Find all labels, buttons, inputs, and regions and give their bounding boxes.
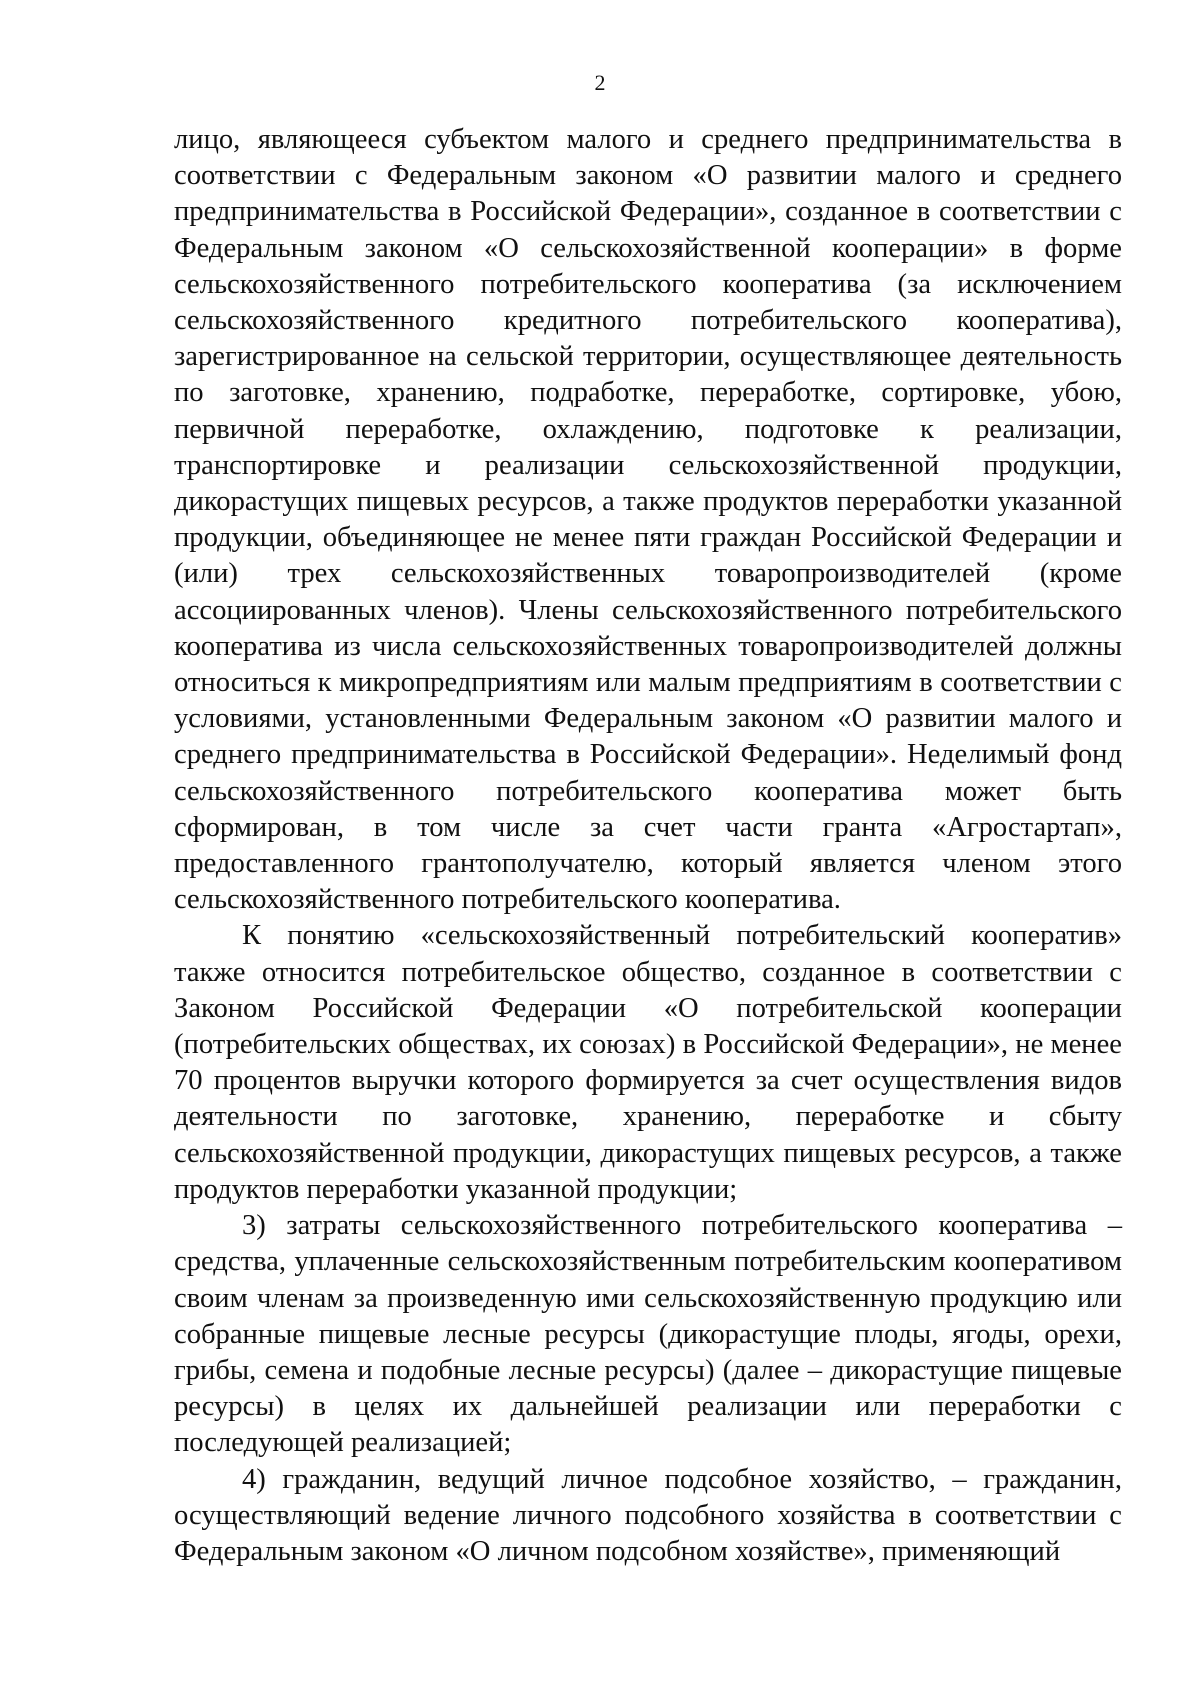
document-body <box>174 122 1122 1570</box>
paragraph-3: 3) затраты сельскохозяйственного потребительского кооператива – средства, уплаченные сельскохозяйственным потребительским кооперативом своим членам за произведенную ими сельскохозяйственную продукцию или собранные пищевые лесные ресурсы (дикорастущие плоды, ягоды, орехи, грибы, семена и подобные лесные ресурсы) (далее – дикорастущие пищевые ресурсы) в целях их дальнейшей реализации или переработки с последующей реализацией; <box>174 1210 1122 1459</box>
paragraph-4: 4) гражданин, ведущий личное подсобное хозяйство, – гражданин, осуществляющий ведение личного подсобного хозяйства в соответствии с Федеральным законом «О личном подсобном хозяйстве», применяющий <box>174 1463 1122 1567</box>
paragraph-1: лицо, являющееся субъектом малого и среднего предпринимательства в соответствии с Федеральным законом «О развитии малого и среднего предпринимательства в Российской Федерации», созданное в соответствии с Федеральным законом «О сельскохозяйственной кооперации» в форме сельскохозяйственного потребительского кооператива (за исключением сельскохозяйственного кредитного потребительского кооператива), зарегистрированное на сельской территории, осуществляющее деятельность по заготовке, хранению, подработке, переработке, сортировке, убою, первичной переработке, охлаждению, подготовке к реализации, транспортировке и реализации сельскохозяйственной продукции, дикорастущих пищевых ресурсов, а также продуктов переработки указанной продукции, объединяющее не менее пяти граждан Российской Федерации и (или) трех сельскохозяйственных товаропроизводителей (кроме ассоциированных членов). Члены сельскохозяйственного потребительского кооператива из числа сельскохозяйственных товаропроизводителей должны относиться к микропредприятиям или малым предприятиям в соответствии с условиями, установленными Федеральным законом «О развитии малого и среднего предпринимательства в Российской Федерации». Неделимый фонд сельскохозяйственного потребительского кооператива может быть сформирован, в том числе за счет части гранта «Агростартап», предоставленного грантополучателю, который является членом этого сельскохозяйственного потребительского кооператива. <box>174 124 1122 916</box>
page-number: 2 <box>594 70 606 95</box>
paragraph-2: К понятию «сельскохозяйственный потребительский кооператив» также относится потребительское общество, созданное в соответствии с Законом Российской Федерации «О потребительской кооперации (потребительских обществах, их союзах) в Российской Федерации», не менее 70 процентов выручки которого формируется за счет осуществления видов деятельности по заготовке, хранению, переработке и сбыту сельскохозяйственной продукции, дикорастущих пищевых ресурсов, а также продуктов переработки указанной продукции; <box>174 920 1122 1205</box>
